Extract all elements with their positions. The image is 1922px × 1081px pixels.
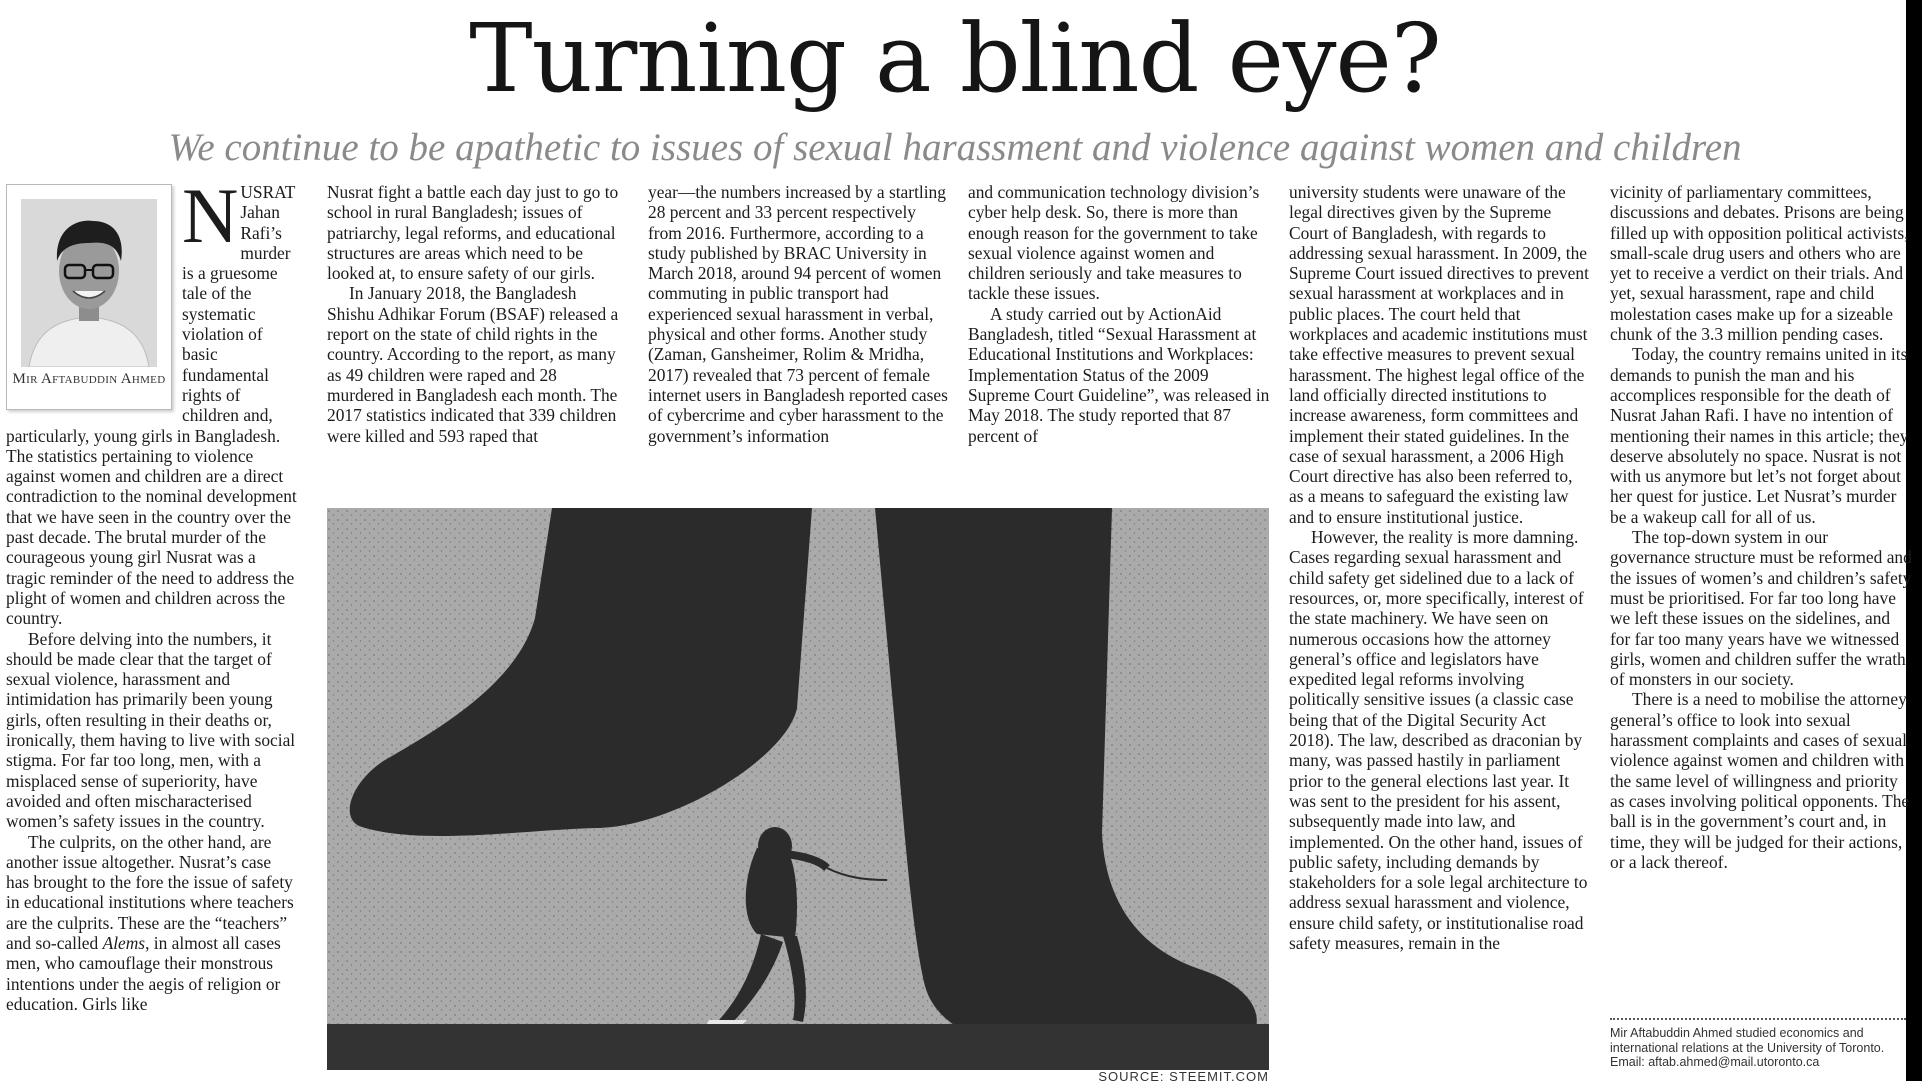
paragraph-text: The culprits, on the other hand, are another issue altogether. Nusrat’s case has brought to the fore the issue of safety in educational institutions where teachers are the culprits. These are the “teachers” and so-called xyxy=(6,831,294,953)
paragraph: and communication technology division’s cyber help desk. So, there is more than enough reason for the government to take sexual violence against women and children seriously and take measures to tackle these issues. xyxy=(968,182,1260,304)
column-1 xyxy=(6,172,298,1014)
paragraph: Nusrat fight a battle each day just to go to school in rural Bangladesh; issues of patriarchy, legal reforms, and educational structures are areas which need to be looked at, to ensure safety of our girls. xyxy=(327,182,619,284)
column-5 xyxy=(1289,182,1591,953)
headline: Turning a blind eye? xyxy=(469,4,1441,114)
paragraph-text: , in almost all cases men, who camouflage their monstrous intentions under the aegis of religion or education. Girls like xyxy=(6,932,281,1014)
column-6 xyxy=(1610,182,1912,872)
drop-cap-run: USRAT xyxy=(240,182,296,202)
column-2 xyxy=(327,182,627,446)
paragraph: year—the numbers increased by a startling 28 percent and 33 percent respectively from 2016. Furthermore, according to a study published by BRAC University in March 2018, around 94 percent of women commuting in public transport had experienced sexual harassment in verbal, physical and other forms. Another study (Zaman, Gansheimer, Rolim & Mridha, 2017) revealed that 73 percent of female internet users in Bangladesh reported cases of cybercrime and cyber harassment to the government’s information xyxy=(648,182,948,446)
italic-term: Alems xyxy=(102,932,146,953)
paragraph: vicinity of parliamentary committees, discussions and debates. Prisons are being filled up with opposition political activists, small-scale drug users and others who are yet to receive a verdict on their trials. And yet, sexual harassment, rape and child molestation cases make up for a sizeable chunk of the 3.3 million pending cases. xyxy=(1610,182,1909,345)
paragraph: In January 2018, the Bangladesh Shishu Adhikar Forum (BSAF) released a report on the state of child rights in the country. According to the report, as many as 49 children were raped and 28 murdered in Bangladesh each month. The 2017 statistics indicated that 339 children were killed and 593 raped that xyxy=(327,283,619,446)
paragraph: university students were unaware of the legal directives given by the Supreme Court of Bangladesh, with regards to addressing sexual harassment. In 2009, the Supreme Court issued directives to prevent sexual harassment at workplaces and in public places. The court held that workplaces and academic institutions must take effective measures to prevent sexual harassment. The highest legal office of the land officially directed institutions to increase awareness, form committees and implement their stated guidelines. In the case of sexual harassment, a 2006 High Court directive has also been referred to, as a means to safeguard the existing law and to ensure institutional justice. xyxy=(1289,182,1589,527)
paragraph: A study carried out by ActionAid Bangladesh, titled “Sexual Harassment at Educational Institutions and Workplaces: Implementation Status of the 2009 Supreme Court Guideline”, was released in May 2018. The study reported that 87 percent of xyxy=(968,303,1270,446)
image-credit: SOURCE: STEEMIT.COM xyxy=(1098,1069,1269,1081)
column-3 xyxy=(648,182,948,446)
paragraph: There is a need to mobilise the attorney general’s office to look into sexual harassment complaints and cases of sexual violence against women and children with the same level of willingness and priority as cases involving political opponents. The ball is in the government’s court and, in time, they will be judged for their actions, or a lack thereof. xyxy=(1610,689,1910,872)
author-photo xyxy=(6,184,172,410)
bio-email: Email: aftab.ahmed@mail.utoronto.ca xyxy=(1610,1055,1820,1069)
paragraph: The top-down system in our governance structure must be reformed and the issues of women’s and children’s safety must be prioritised. For far too long have we left these issues on the sidelines, and for far too many years have we witnessed girls, women and children suffer the wrath of monsters in our society. xyxy=(1610,527,1912,690)
paragraph-text: Jahan Rafi’s murder is a gruesome tale of the systematic violation of basic fundamental rights of children and, particularly, young girls in Bangladesh. The statistics pertaining to violence against women and children are a direct contradiction to the nominal development that we have seen in the country over the past decade. The brutal murder of the courageous young girl Nusrat was a tragic reminder of the need to address the plight of women and children across the country. xyxy=(6,202,297,629)
paragraph: Before delving into the numbers, it should be made clear that the target of sexual violence, harassment and intimidation has primarily been young girls, often resulting in their deaths or, ironically, them having to live with social stigma. For far too long, men, with a misplaced sense of superiority, have avoided and often mischaracterised women’s safety issues in the country. xyxy=(6,628,296,832)
author-portrait-icon xyxy=(21,199,157,367)
drop-cap: N xyxy=(182,172,239,259)
paragraph xyxy=(6,832,298,1015)
paragraph: Today, the country remains united in its demands to punish the man and his accomplices responsible for the death of Nusrat Jahan Rafi. I have no intention of mentioning their names in this article; they deserve absolutely no space. Nusrat is not with us anymore but let’s not forget about her quest for justice. Let Nusrat’s murder be a wakeup call for all of us. xyxy=(1610,344,1909,527)
bio-divider xyxy=(1610,1018,1906,1020)
column-4 xyxy=(968,182,1270,446)
author-byline: Mir Aftabuddin Ahmed xyxy=(12,371,166,387)
author-bio xyxy=(1610,1026,1906,1070)
bio-text: Mir Aftabuddin Ahmed studied economics and international relations at the University of Toronto. xyxy=(1610,1026,1885,1055)
looming-legs-illustration-icon xyxy=(327,508,1269,1070)
paragraph: However, the reality is more damning. Cases regarding sexual harassment and child safety get sidelined due to a lack of resources, or, more specifically, interest of the state machinery. We have seen on numerous occasions how the attorney general’s office and legislators have expedited legal reforms involving politically sensitive issues (a classic case being that of the Digital Security Act 2018). The law, described as draconian by many, was passed hastily in parliament prior to the general elections last year. It was sent to the president for his assent, subsequently made into law, and implemented. On the other hand, issues of public safety, including demands by stakeholders for a sole legal architecture to address sexual harassment and violence, ensure child safety, or institutionalise road safety measures, remain in the xyxy=(1289,527,1588,953)
standfirst: We continue to be apathetic to issues of sexual harassment and violence against women and children xyxy=(168,126,1742,169)
